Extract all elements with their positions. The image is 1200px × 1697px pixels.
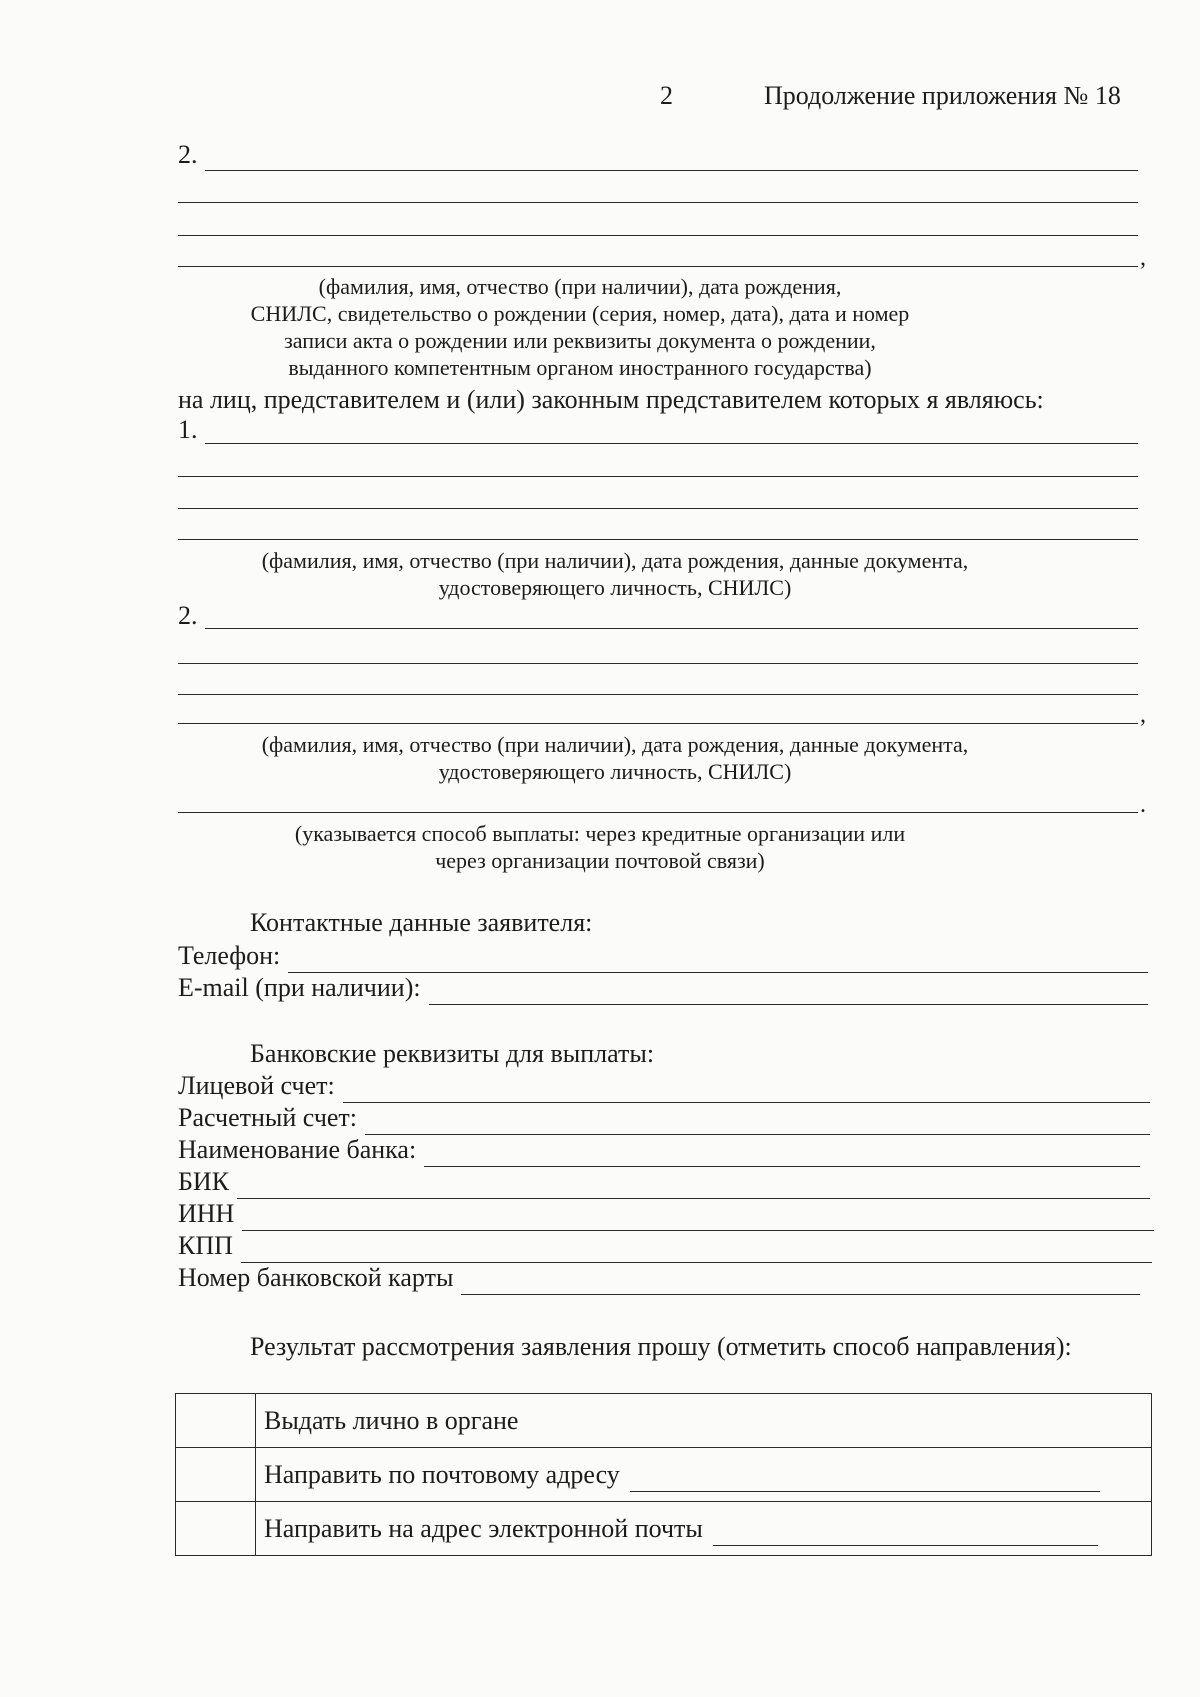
bank-name-label: Наименование банка: bbox=[178, 1135, 417, 1164]
caption-line: СНИЛС, свидетельство о рождении (серия, номер, дата), дата и номер bbox=[250, 301, 910, 326]
checkbox-cell[interactable] bbox=[176, 1448, 256, 1502]
fill-line[interactable] bbox=[205, 170, 1138, 171]
card-line[interactable] bbox=[461, 1272, 1140, 1295]
inn-field[interactable] bbox=[178, 1201, 1154, 1227]
kpp-label: КПП bbox=[178, 1231, 233, 1260]
email-line[interactable] bbox=[429, 982, 1148, 1005]
fill-line[interactable] bbox=[178, 508, 1138, 509]
bank-heading: Банковские реквизиты для выплаты: bbox=[250, 1039, 655, 1068]
card-label: Номер банковской карты bbox=[178, 1263, 454, 1292]
fill-line[interactable] bbox=[178, 202, 1138, 203]
checkbox-cell[interactable] bbox=[176, 1394, 256, 1448]
caption-line: записи акта о рождении или реквизиты документа о рождении, bbox=[284, 328, 876, 353]
represented-intro: на лиц, представителем и (или) законным представителем которых я являюсь: bbox=[178, 385, 1044, 414]
table-row bbox=[176, 1448, 1152, 1502]
email-label: E-mail (при наличии): bbox=[178, 973, 421, 1002]
caption-line: (фамилия, имя, отчество (при наличии), дата рождения, данные документа, bbox=[261, 732, 969, 757]
item-number: 2. bbox=[178, 601, 198, 630]
option-label: Направить на адрес электронной почты bbox=[264, 1513, 703, 1543]
bank-name-field[interactable] bbox=[178, 1137, 1140, 1163]
caption-line: выданного компетентным органом иностранного государства) bbox=[288, 355, 872, 380]
fill-line[interactable] bbox=[205, 628, 1138, 629]
personal-account-label: Лицевой счет: bbox=[178, 1071, 335, 1100]
settlement-account-field[interactable] bbox=[178, 1105, 1150, 1131]
caption-line: (указывается способ выплаты: через кредитные организации или bbox=[294, 821, 906, 846]
email-address-line[interactable] bbox=[713, 1523, 1098, 1546]
option-label: Направить по почтовому адресу bbox=[264, 1459, 620, 1489]
phone-line[interactable] bbox=[288, 950, 1148, 973]
checkbox-cell[interactable] bbox=[176, 1502, 256, 1556]
email-field[interactable] bbox=[178, 975, 1148, 1001]
inn-line[interactable] bbox=[242, 1208, 1154, 1231]
personal-account-line[interactable] bbox=[343, 1080, 1150, 1103]
period-mark: . bbox=[1140, 792, 1146, 818]
caption-line: (фамилия, имя, отчество (при наличии), дата рождения, данные документа, bbox=[261, 548, 969, 573]
personal-account-field[interactable] bbox=[178, 1073, 1150, 1099]
fill-line[interactable] bbox=[205, 443, 1138, 444]
fill-line[interactable] bbox=[178, 723, 1138, 724]
item-number: 2. bbox=[178, 140, 198, 169]
payment-method-line[interactable] bbox=[178, 812, 1138, 813]
settlement-account-line[interactable] bbox=[365, 1112, 1150, 1135]
fill-line[interactable] bbox=[178, 694, 1138, 695]
postal-address-line[interactable] bbox=[630, 1469, 1100, 1492]
caption-line: удостоверяющего личность, СНИЛС) bbox=[438, 759, 792, 784]
inn-label: ИНН bbox=[178, 1199, 235, 1228]
contacts-heading: Контактные данные заявителя: bbox=[250, 908, 593, 937]
fill-line[interactable] bbox=[178, 539, 1138, 540]
bik-label: БИК bbox=[178, 1167, 230, 1196]
result-heading: Результат рассмотрения заявления прошу (отметить способ направления): bbox=[250, 1332, 1072, 1361]
comma-mark: , bbox=[1140, 702, 1146, 728]
page-number: 2 bbox=[660, 81, 673, 110]
bik-field[interactable] bbox=[178, 1169, 1150, 1195]
option-label: Выдать лично в органе bbox=[264, 1405, 519, 1435]
bik-line[interactable] bbox=[237, 1176, 1150, 1199]
comma-mark: , bbox=[1140, 245, 1146, 271]
phone-label: Телефон: bbox=[178, 941, 281, 970]
item-number: 1. bbox=[178, 415, 198, 444]
table-row bbox=[176, 1502, 1152, 1556]
option-cell bbox=[256, 1394, 1152, 1448]
option-cell bbox=[256, 1448, 1152, 1502]
bank-name-line[interactable] bbox=[424, 1144, 1140, 1167]
caption-line: (фамилия, имя, отчество (при наличии), дата рождения, bbox=[318, 274, 842, 299]
fill-line[interactable] bbox=[178, 476, 1138, 477]
annex-title: Продолжение приложения № 18 bbox=[764, 81, 1121, 110]
kpp-field[interactable] bbox=[178, 1233, 1152, 1259]
fill-line[interactable] bbox=[178, 266, 1138, 267]
fill-line[interactable] bbox=[178, 235, 1138, 236]
card-field[interactable] bbox=[178, 1265, 1140, 1291]
phone-field[interactable] bbox=[178, 943, 1148, 969]
caption-line: удостоверяющего личность, СНИЛС) bbox=[438, 575, 792, 600]
caption-line: через организации почтовой связи) bbox=[435, 848, 765, 873]
settlement-account-label: Расчетный счет: bbox=[178, 1103, 358, 1132]
fill-line[interactable] bbox=[178, 663, 1138, 664]
result-options-table bbox=[175, 1393, 1152, 1556]
option-cell bbox=[256, 1502, 1152, 1556]
table-row bbox=[176, 1394, 1152, 1448]
kpp-line[interactable] bbox=[241, 1240, 1152, 1263]
